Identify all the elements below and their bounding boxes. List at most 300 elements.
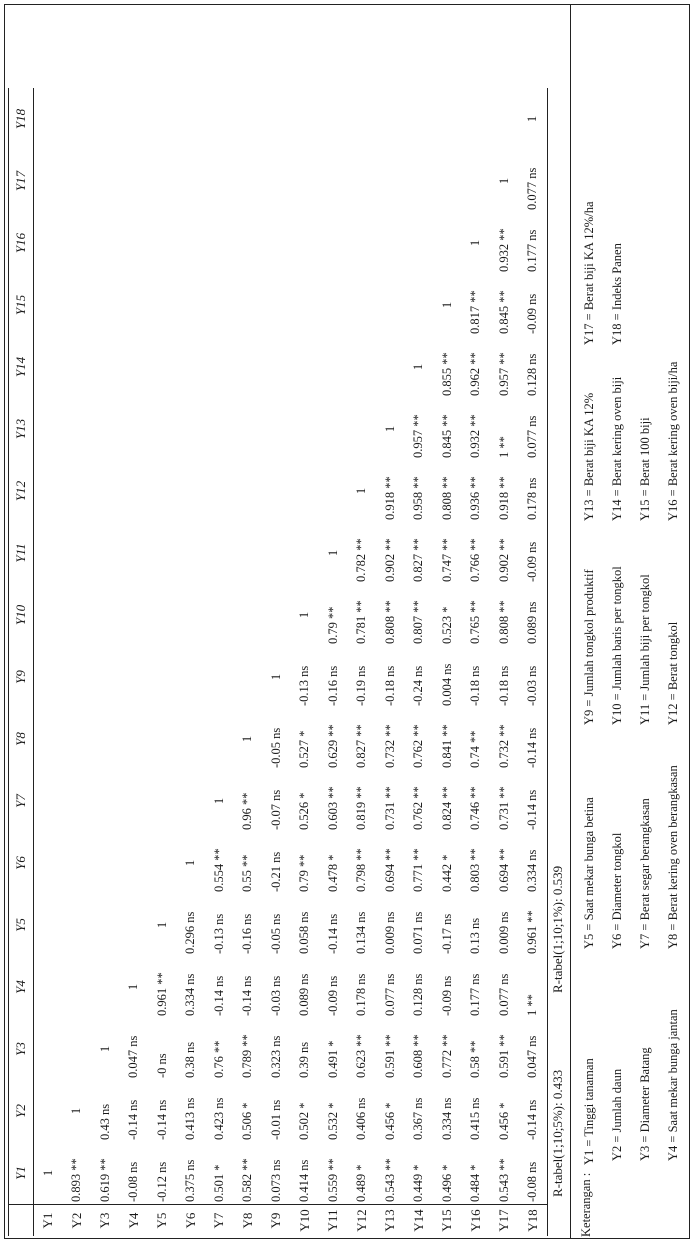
correlation-cell: 1 — [268, 673, 283, 681]
correlation-cell — [91, 398, 120, 460]
correlation-cell: 0.13 ns — [468, 917, 483, 954]
correlation-cell: 1 — [69, 1107, 84, 1115]
correlation-cell — [177, 88, 206, 150]
correlation-cell — [63, 336, 92, 398]
correlation-cell — [319, 150, 348, 212]
correlation-cell: 1 — [439, 301, 454, 309]
correlation-cell — [291, 336, 320, 398]
correlation-cell — [291, 460, 320, 522]
correlation-cell: 0.845 ** — [496, 290, 511, 334]
correlation-cell: 1 — [297, 611, 312, 619]
correlation-cell: 1 — [325, 549, 340, 557]
correlation-cell: 0.414 ns — [297, 1159, 312, 1202]
correlation-cell: 0.96 ** — [240, 792, 255, 830]
correlation-cell: 0.128 ns — [411, 973, 426, 1016]
legend-column-5 — [575, 202, 631, 346]
correlation-cell — [34, 336, 63, 398]
correlation-cell: -0.21 ns — [268, 851, 283, 892]
column-header: Y18 — [9, 88, 34, 150]
correlation-cell — [262, 522, 291, 584]
correlation-cell: 0.845 ** — [439, 414, 454, 458]
correlation-cell — [348, 274, 377, 336]
correlation-cell: 1 ** — [496, 436, 511, 458]
correlation-cell: 1 — [354, 487, 369, 495]
correlation-cell — [262, 274, 291, 336]
row-label: Y5 — [148, 1205, 177, 1237]
correlation-cell: -0.18 ns — [382, 665, 397, 706]
table-body — [34, 88, 548, 1236]
correlation-cell: 0.766 ** — [468, 538, 483, 582]
correlation-cell: 1 — [382, 425, 397, 433]
row-label: Y14 — [405, 1205, 434, 1237]
legend-title: Keterangan : — [579, 1172, 593, 1237]
row-label: Y10 — [291, 1205, 320, 1237]
correlation-cell — [177, 460, 206, 522]
table-row — [120, 88, 149, 1236]
correlation-cell: 0.089 ns — [519, 584, 548, 646]
correlation-cell: 0.765 ** — [468, 600, 483, 644]
correlation-cell — [234, 150, 263, 212]
table-row — [291, 88, 320, 1236]
correlation-cell — [262, 460, 291, 522]
correlation-cell: 0.334 ns — [519, 832, 548, 894]
correlation-cell: 0.603 ** — [325, 786, 340, 830]
row-label: Y16 — [462, 1205, 491, 1237]
legend-item: Y18 = Indeks Panen — [610, 243, 624, 345]
correlation-cell: -0.01 ns — [268, 1099, 283, 1140]
header-row — [9, 88, 34, 1236]
correlation-cell — [205, 150, 234, 212]
table-row — [519, 88, 548, 1236]
correlation-cell: 0.526 * — [297, 792, 312, 830]
correlation-cell — [63, 398, 92, 460]
correlation-cell — [234, 584, 263, 646]
correlation-cell — [34, 894, 63, 956]
correlation-cell: -0.05 ns — [268, 913, 283, 954]
correlation-cell — [177, 584, 206, 646]
table-row — [91, 88, 120, 1236]
table-row — [433, 88, 462, 1236]
legend-item: Y16 = Berat kering oven biji/ha — [666, 361, 680, 521]
correlation-cell: 1 — [519, 88, 548, 150]
correlation-cell: -0.14 ns — [519, 770, 548, 832]
correlation-cell — [34, 832, 63, 894]
correlation-cell: 0.089 ns — [297, 973, 312, 1016]
correlation-cell — [63, 274, 92, 336]
correlation-cell: 0.732 ** — [382, 724, 397, 768]
correlation-cell — [148, 522, 177, 584]
correlation-cell — [148, 832, 177, 894]
column-header: Y4 — [9, 956, 34, 1018]
correlation-cell: 0.958 ** — [411, 476, 426, 520]
correlation-cell: -0.14 ns — [325, 913, 340, 954]
correlation-cell — [262, 584, 291, 646]
row-label: Y11 — [319, 1205, 348, 1237]
row-label: Y18 — [519, 1205, 548, 1237]
correlation-cell — [433, 88, 462, 150]
correlation-cell — [234, 646, 263, 708]
correlation-cell: 0.819 ** — [354, 786, 369, 830]
correlation-cell: 0.496 * — [439, 1164, 454, 1202]
legend-column-1 — [575, 1009, 687, 1165]
correlation-cell: 0.047 ns — [126, 1035, 141, 1078]
correlation-cell: -0.24 ns — [411, 665, 426, 706]
legend-item: Y11 = Jumlah biji per tongkol — [638, 574, 652, 725]
row-label: Y3 — [91, 1205, 120, 1237]
correlation-cell — [34, 150, 63, 212]
correlation-cell: 0.527 * — [297, 730, 312, 768]
correlation-cell: 0.38 ns — [183, 1041, 198, 1078]
correlation-cell: 0.501 * — [211, 1164, 226, 1202]
correlation-cell — [63, 212, 92, 274]
correlation-cell: 0.058 ns — [297, 911, 312, 954]
correlation-cell: 0.442 * — [439, 854, 454, 892]
correlation-cell: 0.807 ** — [411, 600, 426, 644]
correlation-cell: -0.07 ns — [268, 789, 283, 830]
correlation-cell — [348, 398, 377, 460]
correlation-cell: -0.09 ns — [439, 975, 454, 1016]
correlation-cell — [433, 150, 462, 212]
correlation-cell — [205, 522, 234, 584]
correlation-cell — [91, 584, 120, 646]
row-label: Y15 — [433, 1205, 462, 1237]
correlation-cell: 0.484 * — [468, 1164, 483, 1202]
correlation-cell — [291, 398, 320, 460]
correlation-cell: 0.532 * — [325, 1102, 340, 1140]
correlation-cell: 0.808 ** — [439, 476, 454, 520]
correlation-cell: 0.456 * — [496, 1102, 511, 1140]
correlation-cell: 0.456 * — [382, 1102, 397, 1140]
correlation-cell — [34, 1018, 63, 1080]
correlation-cell: 0.077 ns — [496, 973, 511, 1016]
column-header: Y17 — [9, 150, 34, 212]
correlation-cell — [63, 646, 92, 708]
correlation-cell: 0.76 ** — [211, 1040, 226, 1078]
correlation-cell — [262, 212, 291, 274]
correlation-cell: 0.902 ** — [382, 538, 397, 582]
legend-item: Y6 = Diameter tongkol — [610, 832, 624, 949]
table-row — [234, 88, 263, 1236]
correlation-cell: 0.824 ** — [439, 786, 454, 830]
correlation-cell: 0.178 ns — [519, 460, 548, 522]
correlation-cell: 0.077 ns — [519, 150, 548, 212]
column-header: Y9 — [9, 646, 34, 708]
column-header: Y5 — [9, 894, 34, 956]
legend-item: Y12 = Berat tongkol — [666, 621, 680, 725]
correlation-cell: 0.762 ** — [411, 724, 426, 768]
correlation-cell — [148, 770, 177, 832]
correlation-cell — [148, 460, 177, 522]
correlation-cell — [63, 956, 92, 1018]
correlation-cell: -0 ns — [154, 1053, 169, 1078]
correlation-cell: 0.961 ** — [519, 894, 548, 956]
correlation-cell — [63, 88, 92, 150]
correlation-cell — [148, 708, 177, 770]
legend-item: Y1 = Tinggi tanaman — [582, 1058, 596, 1165]
correlation-cell — [63, 1018, 92, 1080]
correlation-cell — [148, 584, 177, 646]
correlation-cell: 0.957 ** — [496, 352, 511, 396]
correlation-cell — [205, 646, 234, 708]
correlation-cell: 0.375 ns — [183, 1159, 198, 1202]
correlation-cell — [205, 274, 234, 336]
correlation-cell — [205, 88, 234, 150]
correlation-cell — [376, 88, 405, 150]
correlation-cell — [34, 956, 63, 1018]
correlation-cell — [177, 336, 206, 398]
correlation-cell: 1 — [40, 1169, 55, 1177]
correlation-cell: -0.13 ns — [297, 665, 312, 706]
correlation-cell — [177, 398, 206, 460]
correlation-cell: -0.16 ns — [325, 665, 340, 706]
correlation-cell: 0.591 ** — [496, 1034, 511, 1078]
correlation-cell — [205, 584, 234, 646]
correlation-cell: -0.09 ns — [325, 975, 340, 1016]
correlation-cell — [120, 88, 149, 150]
correlation-cell — [120, 832, 149, 894]
correlation-cell — [348, 336, 377, 398]
correlation-cell — [348, 212, 377, 274]
correlation-cell — [34, 770, 63, 832]
correlation-cell: 0.932 ** — [496, 228, 511, 272]
column-header: Y7 — [9, 770, 34, 832]
correlation-cell — [120, 336, 149, 398]
table-row — [148, 88, 177, 1236]
correlation-cell — [148, 274, 177, 336]
correlation-cell: 0.772 ** — [439, 1034, 454, 1078]
correlation-cell: 0.591 ** — [382, 1034, 397, 1078]
correlation-cell: 0.789 ** — [240, 1034, 255, 1078]
correlation-cell — [405, 88, 434, 150]
correlation-cell — [120, 584, 149, 646]
correlation-cell: 0.782 ** — [354, 538, 369, 582]
correlation-cell — [433, 212, 462, 274]
correlation-cell: 0.58 ** — [468, 1040, 483, 1078]
correlation-cell: 0.79 ** — [297, 854, 312, 892]
correlation-cell — [148, 150, 177, 212]
legend-column-2 — [575, 765, 687, 949]
r-table-5pct: R-tabel(1;10;5%): 0.433 — [550, 1069, 565, 1197]
correlation-cell — [91, 460, 120, 522]
correlation-cell — [234, 212, 263, 274]
correlation-cell — [177, 274, 206, 336]
correlation-cell — [177, 150, 206, 212]
correlation-cell — [63, 894, 92, 956]
correlation-cell: 0.502 * — [297, 1102, 312, 1140]
correlation-cell — [91, 770, 120, 832]
correlation-cell: 0.771 ** — [411, 848, 426, 892]
correlation-cell — [148, 398, 177, 460]
table-row — [319, 88, 348, 1236]
correlation-cell: 0.323 ns — [268, 1035, 283, 1078]
correlation-cell: 0.559 ** — [325, 1158, 340, 1202]
correlation-cell — [91, 88, 120, 150]
correlation-cell: 1 — [211, 797, 226, 805]
column-header: Y15 — [9, 274, 34, 336]
row-label: Y1 — [34, 1205, 63, 1237]
correlation-cell — [262, 336, 291, 398]
correlation-cell — [34, 460, 63, 522]
correlation-cell: -0.14 ns — [126, 1099, 141, 1140]
legend-item: Y9 = Jumlah tongkol produktif — [582, 569, 596, 725]
column-header: Y8 — [9, 708, 34, 770]
correlation-cell: 0.047 ns — [519, 1018, 548, 1080]
column-header: Y13 — [9, 398, 34, 460]
correlation-cell — [34, 708, 63, 770]
correlation-cell — [120, 150, 149, 212]
correlation-cell — [234, 398, 263, 460]
correlation-cell — [148, 212, 177, 274]
correlation-cell: -0.12 ns — [154, 1161, 169, 1202]
correlation-cell — [91, 894, 120, 956]
column-header: Y11 — [9, 522, 34, 584]
correlation-cell: 0.962 ** — [468, 352, 483, 396]
correlation-cell: 0.55 ** — [240, 854, 255, 892]
correlation-cell — [120, 770, 149, 832]
column-header: Y1 — [9, 1142, 34, 1205]
correlation-cell: 0.918 ** — [496, 476, 511, 520]
correlation-cell — [234, 274, 263, 336]
correlation-cell: 0.961 ** — [154, 972, 169, 1016]
correlation-cell: 0.177 ns — [519, 212, 548, 274]
correlation-cell — [262, 150, 291, 212]
correlation-cell: 0.449 * — [411, 1164, 426, 1202]
correlation-cell: 0.781 ** — [354, 600, 369, 644]
correlation-cell: 0.694 ** — [496, 848, 511, 892]
column-header: Y16 — [9, 212, 34, 274]
correlation-cell: -0.19 ns — [354, 665, 369, 706]
correlation-cell — [319, 460, 348, 522]
correlation-cell: 0.077 ns — [519, 398, 548, 460]
correlation-cell: 0.077 ns — [382, 973, 397, 1016]
correlation-cell: 0.506 * — [240, 1102, 255, 1140]
correlation-cell: 0.747 ** — [439, 538, 454, 582]
correlation-cell — [63, 522, 92, 584]
correlation-cell: 1 — [126, 983, 141, 991]
correlation-cell — [148, 646, 177, 708]
correlation-cell: 0.296 ns — [183, 911, 198, 954]
correlation-cell: -0.14 ns — [519, 708, 548, 770]
correlation-cell: 0.39 ns — [297, 1041, 312, 1078]
legend-item: Y15 = Berat 100 biji — [638, 417, 652, 521]
correlation-cell: 0.071 ns — [411, 911, 426, 954]
correlation-cell — [376, 336, 405, 398]
correlation-cell — [91, 956, 120, 1018]
correlation-cell: 0.817 ** — [468, 290, 483, 334]
correlation-cell — [291, 274, 320, 336]
correlation-cell: 0.554 ** — [211, 848, 226, 892]
correlation-cell: 0.827 ** — [411, 538, 426, 582]
correlation-cell — [177, 212, 206, 274]
correlation-cell: 1 — [183, 859, 198, 867]
row-label: Y8 — [234, 1205, 263, 1237]
table-row — [348, 88, 377, 1236]
correlation-cell — [34, 646, 63, 708]
correlation-cell: 0.808 ** — [496, 600, 511, 644]
table-row — [262, 88, 291, 1236]
legend-divider — [570, 4, 571, 1239]
column-header: Y6 — [9, 832, 34, 894]
correlation-cell: 0.406 ns — [354, 1097, 369, 1140]
correlation-cell: -0.08 ns — [126, 1161, 141, 1202]
correlation-cell: 0.178 ns — [354, 973, 369, 1016]
correlation-cell: 1 — [411, 363, 426, 371]
correlation-cell: 0.841 ** — [439, 724, 454, 768]
correlation-cell: -0.17 ns — [439, 913, 454, 954]
correlation-cell — [262, 398, 291, 460]
correlation-cell: -0.03 ns — [268, 975, 283, 1016]
correlation-cell: 1 — [496, 177, 511, 185]
correlation-cell — [177, 646, 206, 708]
correlation-table — [8, 88, 548, 1236]
correlation-cell — [63, 832, 92, 894]
column-header: Y2 — [9, 1080, 34, 1142]
correlation-cell — [91, 150, 120, 212]
row-label: Y6 — [177, 1205, 206, 1237]
legend-item: Y3 = Diameter Batang — [638, 1047, 652, 1161]
correlation-cell: -0.16 ns — [240, 913, 255, 954]
correlation-cell: 0.918 ** — [382, 476, 397, 520]
correlation-cell — [205, 398, 234, 460]
row-label: Y13 — [376, 1205, 405, 1237]
correlation-cell — [205, 212, 234, 274]
correlation-cell: 0.932 ** — [468, 414, 483, 458]
correlation-cell — [405, 274, 434, 336]
correlation-cell: 0.893 ** — [69, 1158, 84, 1202]
correlation-cell — [120, 460, 149, 522]
correlation-cell — [120, 646, 149, 708]
correlation-cell: -0.05 ns — [268, 727, 283, 768]
correlation-cell: 0.694 ** — [382, 848, 397, 892]
correlation-cell — [91, 708, 120, 770]
correlation-cell: 0.629 ** — [325, 724, 340, 768]
correlation-cell — [34, 212, 63, 274]
correlation-cell — [348, 150, 377, 212]
correlation-cell — [205, 708, 234, 770]
correlation-cell: -0.03 ns — [519, 646, 548, 708]
correlation-cell: 0.073 ns — [268, 1159, 283, 1202]
correlation-cell: 0.423 ns — [211, 1097, 226, 1140]
legend-item: Y13 = Berat biji KA 12% — [582, 392, 596, 521]
column-header: Y14 — [9, 336, 34, 398]
correlation-cell: -0.14 ns — [240, 975, 255, 1016]
table-row — [490, 88, 519, 1236]
correlation-cell — [490, 88, 519, 150]
correlation-cell: 0.798 ** — [354, 848, 369, 892]
column-header: Y3 — [9, 1018, 34, 1080]
correlation-cell — [177, 708, 206, 770]
correlation-cell: 0.491 * — [325, 1040, 340, 1078]
correlation-cell: 0.009 ns — [496, 911, 511, 954]
correlation-cell — [405, 212, 434, 274]
correlation-cell: 0.608 ** — [411, 1034, 426, 1078]
correlation-cell — [34, 88, 63, 150]
legend-item: Y5 = Saat mekar bunga betina — [582, 797, 596, 949]
row-label: Y12 — [348, 1205, 377, 1237]
correlation-cell: 0.413 ns — [183, 1097, 198, 1140]
correlation-cell — [63, 584, 92, 646]
legend-item: Y17 = Berat biji KA 12%/ha — [582, 201, 596, 345]
legend-column-3 — [575, 566, 687, 725]
correlation-cell: 0.902 ** — [496, 538, 511, 582]
correlation-cell: 0.128 ns — [519, 336, 548, 398]
legend-item: Y10 = Jumlah baris per tongkol — [610, 566, 624, 725]
correlation-cell: 0.009 ns — [382, 911, 397, 954]
legend-column-4 — [575, 362, 687, 521]
correlation-cell: 1 — [154, 921, 169, 929]
correlation-cell: 0.415 ns — [468, 1097, 483, 1140]
correlation-cell: -0.14 ns — [519, 1080, 548, 1142]
